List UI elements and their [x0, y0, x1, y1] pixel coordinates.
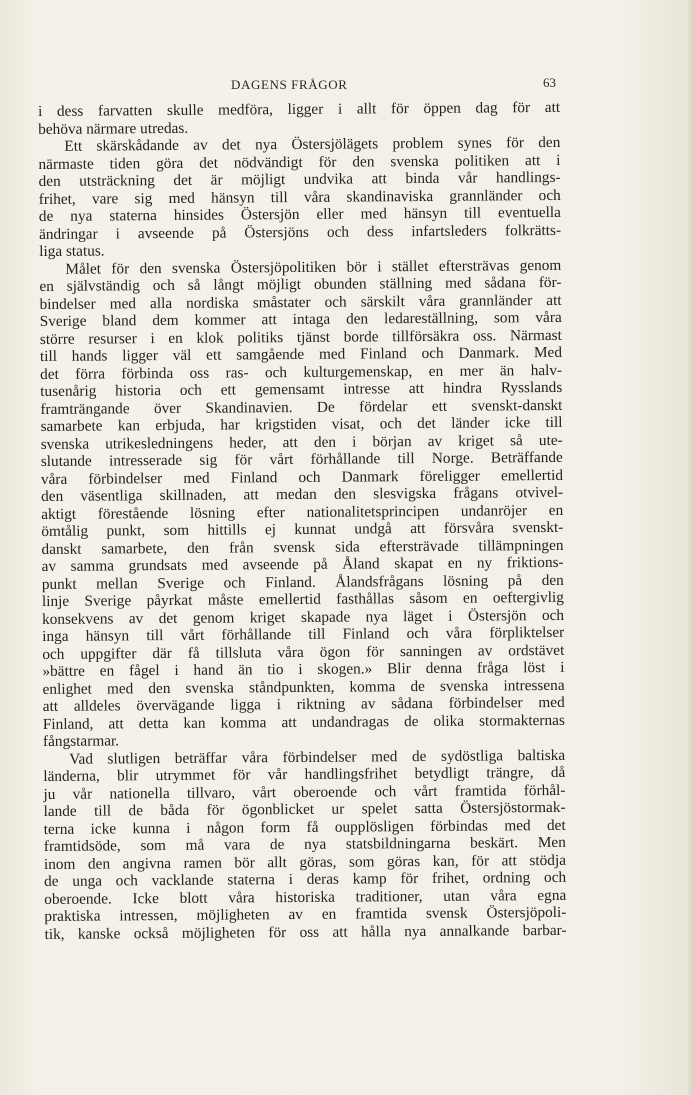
text-line: inga hänsyn till vårt förhållande till Finland och våra förpliktelser [42, 623, 565, 645]
text-line: danskt samarbete, den från svensk sida eftersträvade tillämpningen [41, 536, 564, 558]
text-line: de unga och vacklande staterna i deras kamp för frihet, ordning och [44, 868, 567, 890]
text-line: praktiska intressen, möjligheten av en framtida svensk Östersjöpoli- [44, 903, 567, 925]
text-line: Ett skärskådande av det nya Östersjölägets problem synes för den [64, 133, 561, 155]
text-line: ömtålig punkt, som hittills ej kunnat undgå att försvåra svenskt- [41, 518, 564, 540]
text-line: lande till de båda för ögonblicket ur spelet satta Östersjöstormak- [43, 798, 566, 820]
text-line: inom den angivna ramen bör allt göras, som göras kan, för att stödja [43, 851, 567, 873]
text-line: närmaste tiden göra det nödvändigt för den svenska politiken att i [38, 151, 561, 173]
text-line: ju vår nationella tillvaro, vårt oberoende och vårt framtida förhål- [43, 781, 566, 803]
text-line: oberoende. Icke blott våra historiska traditioner, utan våra egna [44, 886, 567, 908]
text-line: tusenårig historia och ett gemensamt intresse att hindra Rysslands [40, 378, 563, 400]
text-line: det förra förbinda oss ras- och kulturgemenskap, en mer än halv- [40, 361, 563, 383]
text-line: ändringar i avseende på Östersjöns och dess infartsleders folkrätts- [38, 221, 562, 243]
text-line: liga status. [39, 242, 105, 260]
page-number: 63 [543, 75, 556, 90]
text-line: svenska utrikesledningens heder, att den i början av kriget så ute- [40, 431, 563, 453]
text-line: Målet för den svenska Östersjöpolitiken bör i stället eftersträvas genom [65, 256, 562, 278]
text-line: den utsträckning det är möjligt undvika att binda vår handlings- [38, 168, 561, 190]
body-text [38, 99, 567, 943]
text-line: framträngande över Skandinavien. De fördelar ett svenskt-danskt [40, 396, 563, 418]
text-line: »bättre en fågel i hand än tio i skogen.» Blir denna fråga löst i [42, 658, 565, 680]
text-line: länderna, blir utrymmet för vår handlingsfrihet betydligt trängre, då [43, 763, 566, 785]
page-edge-shadow [688, 0, 694, 1095]
text-line: en självständig och så långt möjligt obunden ställning med sådana för- [39, 273, 562, 295]
text-line: samarbete kan erbjuda, har krigstiden visat, och det länder icke till [40, 413, 563, 435]
page-header [56, 74, 556, 94]
text-line: den väsentliga skillnaden, att medan den slesvigska frågans otvivel- [41, 483, 564, 505]
text-line: konsekvens av det genom kriget skapade nya läget i Östersjön och [41, 606, 565, 628]
text-line: fångstarmar. [42, 732, 120, 750]
text-line: att alldeles övervägande ligga i riktning av sådana förbindelser med [42, 693, 565, 715]
text-line: aktigt förestående lösning efter nationalitetsprincipen undanröjer en [41, 501, 564, 523]
text-line: i dess farvatten skulle medföra, ligger i allt för öppen dag för att [38, 98, 561, 120]
text-line: behöva närmare utredas. [38, 119, 189, 138]
text-line: de nya staterna hinsides Östersjön eller med hänsyn till eventuella [38, 203, 561, 225]
text-line: Vad slutligen beträffar våra förbindelser med de sydöstliga baltiska [69, 746, 566, 768]
text-line: tik, kanske också möjligheten för oss att hålla nya annalkande barbar- [44, 921, 567, 943]
text-line: terna icke kunna i någon form få oupplösligen förbindas med det [43, 816, 566, 838]
text-line: Finland, att detta kan komma att undandragas de olika stormakternas [42, 711, 565, 733]
text-line: bindelser med alla nordiska småstater och särskilt våra grannländer att [39, 291, 562, 313]
text-line: slutande intresserade sig för vårt förhållande till Norge. Beträffande [40, 448, 563, 470]
text-line: frihet, vare sig med hänsyn till våra skandinaviska grannländer och [38, 186, 561, 208]
running-head: DAGENS FRÅGOR [231, 77, 348, 92]
text-line: av samma grundsats med avseende på Åland skapat en ny friktions- [41, 553, 564, 575]
text-line: Sverige bland dem kommer att intaga den ledareställning, som våra [39, 308, 562, 330]
text-line: enlighet med den svenska ståndpunkten, komma de svenska intressena [42, 676, 565, 698]
text-line: till hands ligger väl ett samgående med Finland och Danmark. Med [39, 343, 563, 365]
text-line: och uppgifter där få tillsluta våra ögon för sanningen av ordstävet [42, 641, 565, 663]
text-line: punkt mellan Sverige och Finland. Ålandsfrågans lösning på den [41, 571, 564, 593]
text-line: framtidsöde, som må vara de nya statsbildningarna beskärt. Men [43, 833, 566, 855]
text-line: linje Sverige påyrkat måste emellertid fasthållas såsom en oeftergivlig [41, 588, 564, 610]
text-line: större resurser i en klok politiks tjänst borde tillförsäkra oss. Närmast [39, 326, 562, 348]
text-line: våra förbindelser med Finland och Danmark föreligger emellertid [40, 466, 564, 488]
